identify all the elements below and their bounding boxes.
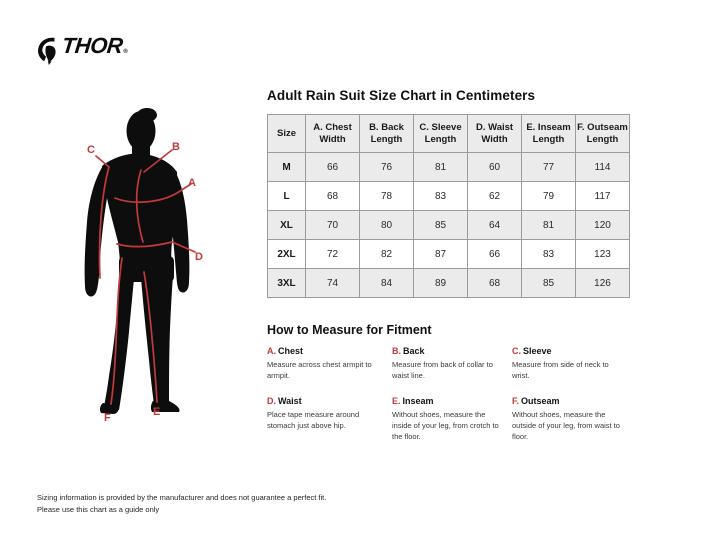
cell-value: 64	[468, 211, 522, 240]
cell-value: 78	[360, 182, 414, 211]
measure-description: Without shoes, measure the inside of your leg, from crotch to the floor.	[392, 409, 499, 441]
figure-label-a: A	[188, 177, 196, 189]
cell-value: 76	[360, 153, 414, 182]
col-header-inseam: E. Inseam Length	[522, 115, 576, 153]
cell-value: 68	[468, 269, 522, 298]
measure-item-name	[392, 396, 512, 406]
measure-item-chest	[267, 346, 392, 382]
figure-label-f: F	[104, 412, 111, 424]
cell-value: 89	[414, 269, 468, 298]
table-row-m	[268, 153, 630, 182]
measure-item-name	[267, 346, 392, 356]
content-column	[267, 88, 631, 442]
measure-item-waist	[267, 396, 392, 443]
figure-label-d: D	[195, 251, 203, 263]
measure-description: Measure from side of neck to wrist.	[512, 360, 609, 380]
cell-value: 85	[522, 269, 576, 298]
measure-item-back	[392, 346, 512, 382]
cell-value: 62	[468, 182, 522, 211]
table-row-xl	[268, 211, 630, 240]
header-row	[268, 115, 630, 153]
cell-value: 70	[306, 211, 360, 240]
cell-value: 68	[306, 182, 360, 211]
measure-item-name	[267, 396, 392, 406]
col-header-back: B. Back Length	[360, 115, 414, 153]
measure-name: Sleeve	[523, 346, 552, 356]
measurement-figure	[60, 100, 220, 430]
measure-letter: B.	[392, 346, 401, 356]
figure-label-c: C	[87, 144, 95, 156]
measure-letter: D.	[267, 395, 276, 406]
cell-value: 81	[414, 153, 468, 182]
cell-value: 82	[360, 240, 414, 269]
disclaimer-line2: Please use this chart as a guide only	[37, 505, 160, 514]
cell-value: 74	[306, 269, 360, 298]
measure-item-inseam	[392, 396, 512, 443]
measure-name: Outseam	[521, 395, 560, 406]
measure-description: Without shoes, measure the outside of your leg, from waist to floor.	[512, 409, 620, 441]
cell-value: 72	[306, 240, 360, 269]
cell-value: 126	[576, 269, 630, 298]
size-label: L	[268, 182, 306, 211]
cell-value: 83	[522, 240, 576, 269]
cell-value: 117	[576, 182, 630, 211]
measure-item-name	[512, 396, 629, 406]
measure-item-name	[392, 346, 512, 356]
col-header-size: Size	[268, 115, 306, 153]
measure-name: Back	[403, 346, 425, 356]
cell-value: 120	[576, 211, 630, 240]
cell-value: 66	[468, 240, 522, 269]
size-label: M	[268, 153, 306, 182]
chart-title: Adult Rain Suit Size Chart in Centimeters	[267, 88, 536, 103]
figure-label-e: E	[153, 406, 161, 418]
cell-value: 114	[576, 153, 630, 182]
size-label: 3XL	[268, 269, 306, 298]
thor-logo-text: THOR	[60, 33, 124, 58]
table-row-l	[268, 182, 630, 211]
cell-value: 60	[468, 153, 522, 182]
size-label: 2XL	[268, 240, 306, 269]
table-row-2xl	[268, 240, 630, 269]
cell-value: 79	[522, 182, 576, 211]
cell-value: 85	[414, 211, 468, 240]
registered-mark: ®	[123, 49, 128, 55]
measure-name: Inseam	[402, 395, 434, 406]
figure-label-b: B	[172, 141, 180, 153]
col-header-chest: A. Chest Width	[306, 115, 360, 153]
col-header-waist: D. Waist Width	[468, 115, 522, 153]
table-row-3xl	[268, 269, 630, 298]
disclaimer-line1: Sizing information is provided by the manufacturer and does not guarantee a perfect fit.	[37, 493, 327, 502]
measure-description: Measure across chest armpit to armpit.	[267, 360, 372, 380]
cell-value: 123	[576, 240, 630, 269]
measure-letter: E.	[392, 395, 401, 406]
measure-letter: F.	[512, 395, 520, 406]
measure-letter: A.	[267, 346, 276, 356]
measure-item-name	[512, 346, 629, 356]
measure-item-sleeve	[512, 346, 629, 382]
cell-value: 66	[306, 153, 360, 182]
cell-value: 77	[522, 153, 576, 182]
cell-value: 87	[414, 240, 468, 269]
cell-value: 84	[360, 269, 414, 298]
measure-letter: C.	[512, 346, 521, 356]
col-header-sleeve: C. Sleeve Length	[414, 115, 468, 153]
measure-name: Waist	[278, 395, 302, 406]
size-label: XL	[268, 211, 306, 240]
cell-value: 83	[414, 182, 468, 211]
col-header-outseam: F. Outseam Length	[576, 115, 630, 153]
measure-description: Measure from back of collar to waist line.	[392, 360, 493, 380]
thor-goat-icon	[34, 37, 60, 65]
fitment-title: How to Measure for Fitment	[267, 323, 432, 337]
measure-description: Place tape measure around stomach just above hip.	[267, 409, 360, 430]
measure-name: Chest	[278, 346, 304, 356]
cell-value: 80	[360, 211, 414, 240]
disclaimer	[37, 492, 326, 516]
thor-logo	[34, 35, 128, 65]
size-chart-table	[267, 114, 630, 298]
cell-value: 81	[522, 211, 576, 240]
fitment-grid	[267, 346, 631, 442]
measure-item-outseam	[512, 396, 629, 443]
